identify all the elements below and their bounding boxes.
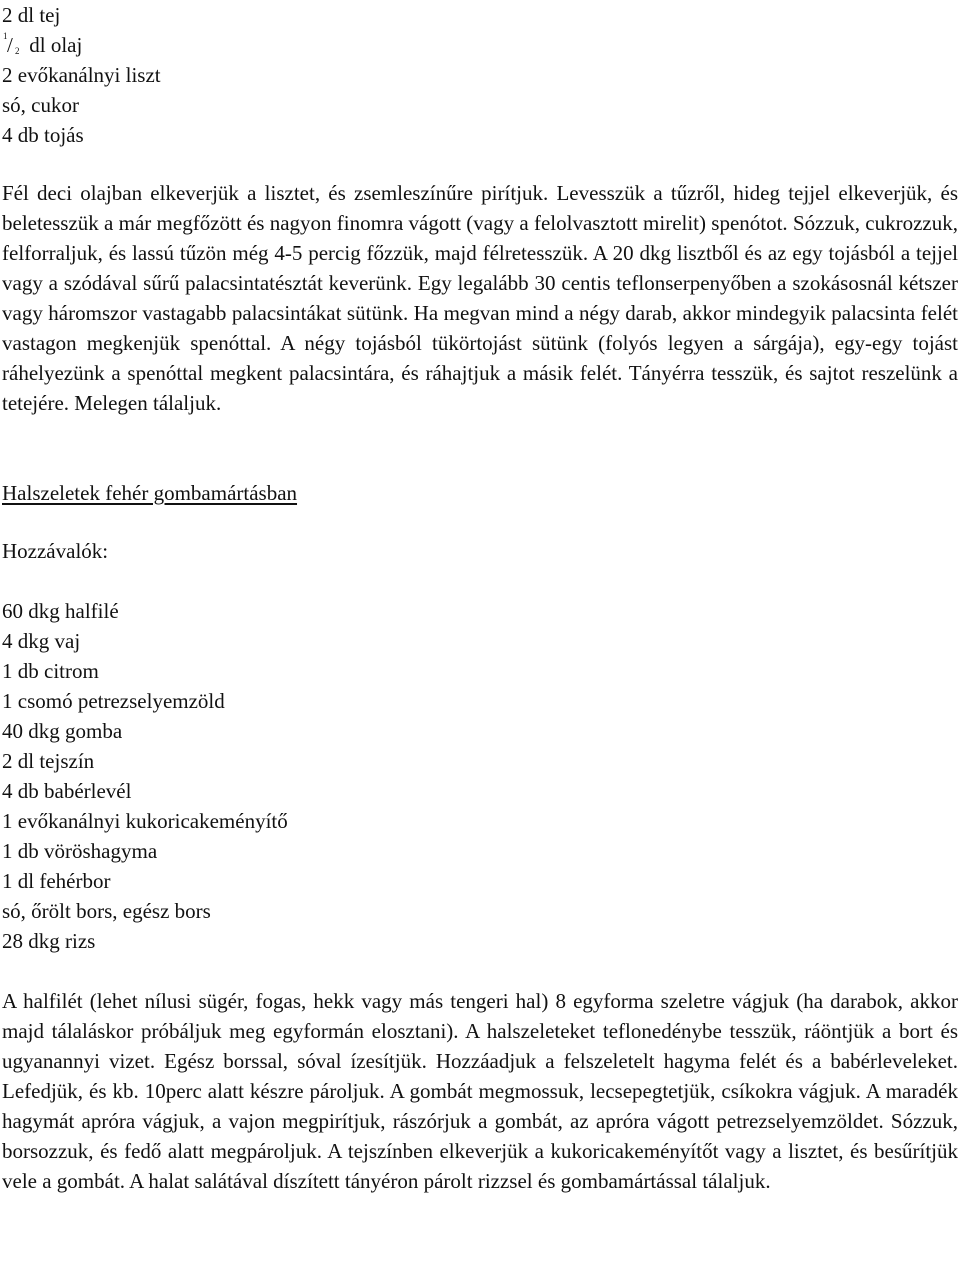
- ingredient-item: 1 evőkanálnyi kukoricakeményítő: [2, 809, 288, 833]
- ingredient-item: 4 dkg vaj: [2, 629, 81, 653]
- ingredient-item: 2 dl tejszín: [2, 749, 95, 773]
- ingredient-item: 1 dl fehérbor: [2, 869, 111, 893]
- ingredient-item: 1 db vöröshagyma: [2, 839, 158, 863]
- fraction-denominator: 2: [15, 46, 20, 56]
- ingredient-item: 60 dkg halfilé: [2, 599, 119, 623]
- ingredient-item: [2, 30, 958, 60]
- recipe1-ingredient-list: [2, 0, 958, 150]
- ingredients-heading: Hozzávalók:: [2, 539, 109, 563]
- recipe1-method-paragraph: Fél deci olajban elkeverjük a lisztet, és zsemleszínűre pirítjuk. Levesszük a tűzről, hideg tejjel elkeverjük, és beletesszük a már megfőzött és nagyon finomra vágott (vagy a felolvasztott mirelit) spenótot. Sózzuk, cukrozzuk, felforraljuk, és lassú tűzön még 4-5 percig főzzük, majd félretesszük. A 20 dkg lisztből és az egy tojásból a tejjel vagy a szódával sűrű palacsintatésztát keverünk. Egy legalább 30 centis teflonserpenyőben a szokásosnál kétszer vagy háromszor vastagabb palacsintákat sütünk. Ha megvan mind a négy darab, akkor mindegyik palacsinta felét vastagon megkenjük spenóttal. A négy tojásból tükörtojást sütünk (folyós legyen a sárgája), egy-egy tojást ráhelyezünk a spenóttal megkent palacsintára, és ráhajtjuk a másik felét. Tányérra tesszük, és sajtot reszelünk a tetejére. Melegen tálaljuk.: [2, 181, 958, 415]
- recipe2-ingredient-list: [2, 596, 958, 956]
- ingredient-item: só, őrölt bors, egész bors: [2, 899, 211, 923]
- ingredient-item: 1 csomó petrezselyemzöld: [2, 689, 225, 713]
- spacer: [2, 508, 958, 536]
- ingredient-item: 2 dl tej: [2, 3, 61, 27]
- recipe2-method-paragraph: A halfilét (lehet nílusi sügér, fogas, hekk vagy más tengeri hal) 8 egyforma szeletre vágjuk (ha darabok, akkor majd tálaláskor próbáljuk meg egyformán elosztani). A halszeleteket teflonedénybe tesszük, ráöntjük a bort és ugyanannyi vizet. Egész borssal, sóval ízesítjük. Hozzáadjuk a felszeletelt hagyma felét és a babérleveleket. Lefedjük, és kb. 10perc alatt készre pároljuk. A gombát megmossuk, lecsepegtetjük, csíkokra vágjuk. A maradék hagymát apróra vágjuk, a vajon megpirítjuk, rászórjuk a gombát, az apróra vágott petrezselyemzöldet. Sózzuk, borsozzuk, és fedő alatt megpároljuk. A tejszínben elkeverjük a kukoricakeményítőt vagy a lisztet, és besűrítjük vele a gombát. A halat salátával díszített tányéron párolt rizzsel és gombamártással tálaljuk.: [2, 989, 958, 1193]
- fraction-numerator: 1: [3, 31, 8, 41]
- spacer: [2, 150, 958, 178]
- ingredient-item: 4 db babérlevél: [2, 779, 132, 803]
- recipe2-title: Halszeletek fehér gombamártásban: [2, 481, 298, 505]
- ingredient-item: 40 dkg gomba: [2, 719, 123, 743]
- spacer: [2, 566, 958, 596]
- spacer: [2, 418, 958, 478]
- half-fraction: [2, 30, 24, 60]
- ingredient-item: 4 db tojás: [2, 123, 84, 147]
- ingredient-item: 2 evőkanálnyi liszt: [2, 63, 161, 87]
- fraction-slash: /: [7, 33, 13, 57]
- ingredient-item: só, cukor: [2, 93, 79, 117]
- ingredient-item: 28 dkg rizs: [2, 929, 96, 953]
- spacer: [2, 956, 958, 986]
- ingredient-item: 1 db citrom: [2, 659, 99, 683]
- ingredient-text: dl olaj: [29, 33, 83, 57]
